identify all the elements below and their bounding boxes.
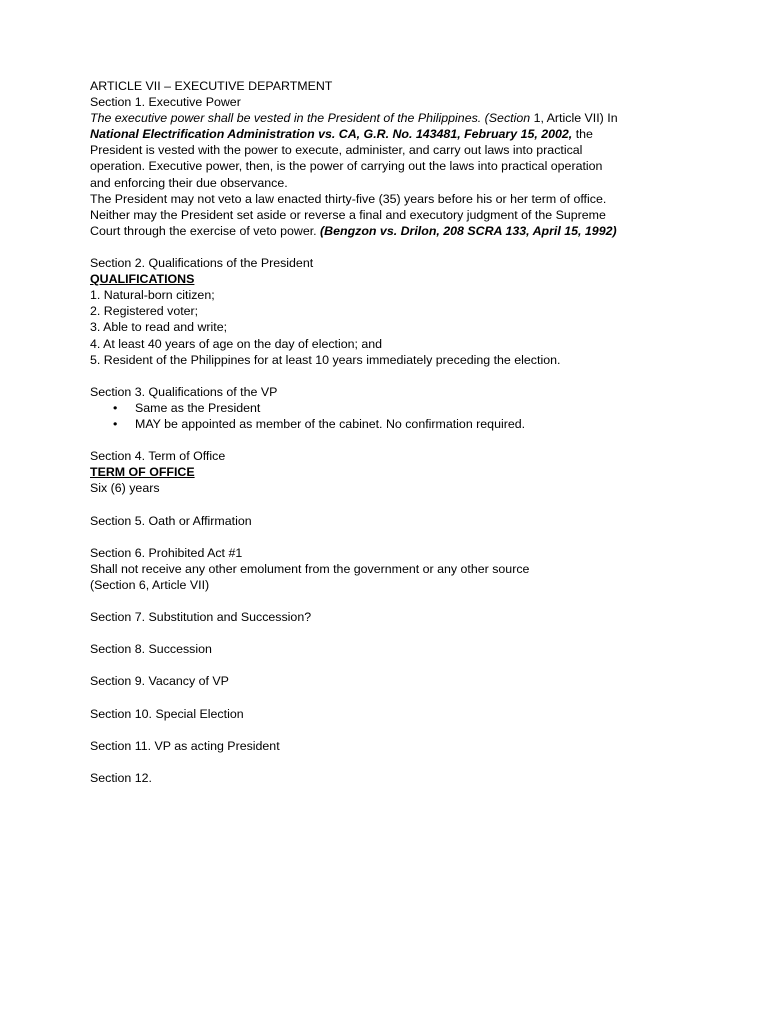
section-10-title: Section 10. Special Election — [90, 706, 244, 721]
section-1-line-1 — [90, 110, 708, 126]
section-6-line-1: Shall not receive any other emolument from the government or any other source — [90, 561, 530, 576]
section-7-title: Section 7. Substitution and Succession? — [90, 610, 312, 625]
section-1-line-8-text: Court through the exercise of veto power. — [90, 223, 321, 238]
spacer — [90, 690, 708, 706]
article-heading: ARTICLE VII – EXECUTIVE DEPARTMENT — [90, 79, 333, 93]
section-6-title: Section 6. Prohibited Act #1 — [90, 545, 243, 560]
bullet-icon: • — [113, 400, 118, 415]
section-3-title: Section 3. Qualifications of the VP — [90, 384, 278, 399]
section-1-case-tail: the — [572, 127, 593, 142]
spacer — [90, 625, 708, 641]
section-6-line-2: (Section 6, Article VII) — [90, 577, 210, 592]
section-9-title: Section 9. Vacancy of VP — [90, 674, 229, 689]
qualification-item: 3. Able to read and write; — [90, 320, 228, 335]
section-1-quote: The executive power shall be vested in the President of the Philippines. (Section — [90, 111, 531, 126]
section-4-title: Section 4. Term of Office — [90, 449, 226, 464]
spacer — [90, 496, 708, 512]
spacer — [90, 754, 708, 770]
spacer — [90, 593, 708, 609]
qualification-item: 5. Resident of the Philippines for at least 10 years immediately preceding the election. — [90, 352, 561, 367]
case-citation-nea: National Electrification Administration vs. CA, G.R. No. 143481, February 15, 2002, — [90, 127, 573, 142]
spacer — [90, 432, 708, 448]
qualification-item: 2. Registered voter; — [90, 304, 199, 319]
list-item — [90, 416, 708, 432]
spacer — [90, 368, 708, 384]
section-1-quote-ref: 1, Article VII) In — [530, 111, 618, 126]
term-of-office-subhead: TERM OF OFFICE — [90, 465, 195, 480]
bullet-icon: • — [113, 416, 118, 431]
term-of-office-text: Six (6) years — [90, 481, 160, 496]
section-1-line-5: and enforcing their due observance. — [90, 175, 288, 190]
spacer — [90, 239, 708, 255]
list-item — [90, 400, 708, 416]
section-1-line-7: Neither may the President set aside or reverse a final and executory judgment of the Supreme — [90, 207, 606, 222]
section-1-line-8 — [90, 223, 708, 239]
section-1-line-3: President is vested with the power to execute, administer, and carry out laws into practical — [90, 143, 583, 158]
section-1-line-4: operation. Executive power, then, is the power of carrying out the laws into practical operation — [90, 159, 603, 174]
qualification-item: 1. Natural-born citizen; — [90, 288, 215, 303]
section-1-line-2 — [90, 126, 708, 142]
section-11-title: Section 11. VP as acting President — [90, 738, 280, 753]
spacer — [90, 529, 708, 545]
spacer — [90, 722, 708, 738]
section-1-line-6: The President may not veto a law enacted thirty-five (35) years before his or her term of office. — [90, 191, 607, 206]
section-12-title: Section 12. — [90, 771, 152, 786]
case-citation-bengzon: (Bengzon vs. Drilon, 208 SCRA 133, April 15, 1992) — [320, 223, 617, 238]
section-1-title: Section 1. Executive Power — [90, 95, 241, 110]
section-2-title: Section 2. Qualifications of the President — [90, 256, 314, 271]
list-item-text: Same as the President — [135, 400, 261, 415]
spacer — [90, 657, 708, 673]
qualification-item: 4. At least 40 years of age on the day of election; and — [90, 336, 383, 351]
qualifications-subhead: QUALIFICATIONS — [90, 272, 195, 287]
section-8-title: Section 8. Succession — [90, 642, 212, 657]
vp-qualifications-list — [90, 400, 708, 432]
list-item-text: MAY be appointed as member of the cabinet. No confirmation required. — [135, 416, 526, 431]
section-5-title: Section 5. Oath or Affirmation — [90, 513, 252, 528]
